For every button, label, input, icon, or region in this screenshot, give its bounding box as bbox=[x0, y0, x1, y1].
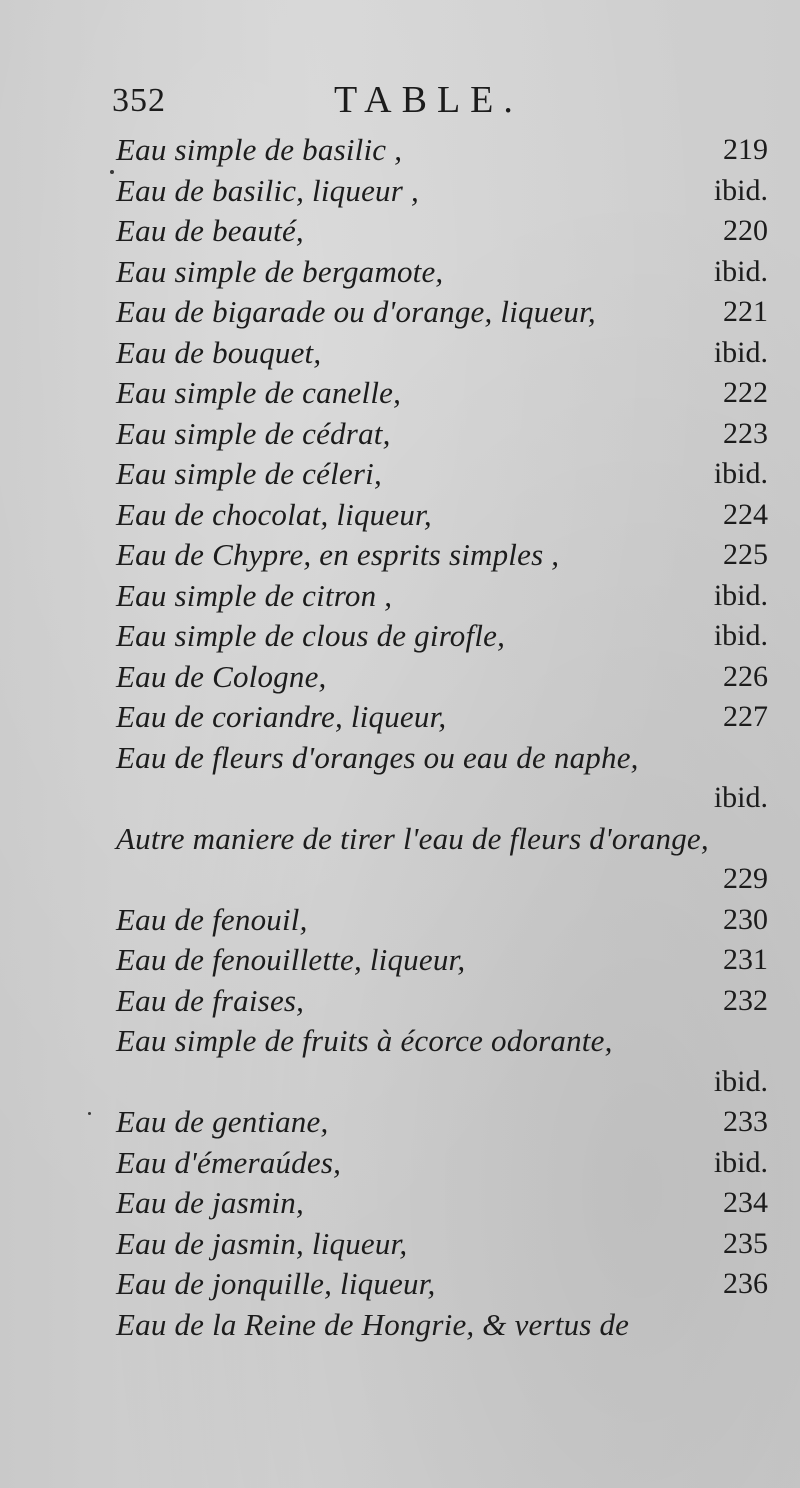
entry-title: Eau de basilic, liqueur , bbox=[116, 172, 419, 208]
entry-title: Eau simple de céleri, bbox=[116, 456, 382, 491]
index-entry bbox=[116, 454, 768, 495]
entry-title: Eau de bouquet, bbox=[116, 334, 322, 370]
entry-page-ref: 222 bbox=[723, 376, 768, 409]
entry-page-ref: ibid. bbox=[713, 1145, 768, 1179]
entry-title: Autre maniere de tirer l'eau de fleurs d'orange, bbox=[116, 820, 709, 856]
entry-page-ref: 229 bbox=[723, 862, 768, 895]
index-entry bbox=[116, 211, 768, 252]
index-entry bbox=[116, 1102, 768, 1143]
index-entry bbox=[116, 1021, 768, 1062]
entry-title: Eau de la Reine de Hongrie, & vertus de bbox=[116, 1306, 630, 1342]
entry-title: Eau de fleurs d'oranges ou eau de naphe, bbox=[116, 739, 639, 775]
entry-page-ref: 225 bbox=[723, 538, 768, 571]
index-entry bbox=[116, 292, 768, 333]
entry-page-ref: 221 bbox=[723, 295, 768, 328]
page-header bbox=[112, 78, 772, 128]
entry-page-ref: ibid. bbox=[713, 619, 768, 652]
index-entry-continuation bbox=[116, 859, 768, 900]
page-number: 352 bbox=[112, 82, 166, 119]
index-entry bbox=[116, 333, 768, 374]
index-entry bbox=[116, 900, 768, 941]
entry-title: Eau simple de citron , bbox=[116, 577, 393, 613]
index-entry-continuation bbox=[116, 1062, 768, 1103]
index-entry bbox=[116, 1224, 768, 1265]
index-entry bbox=[116, 981, 768, 1022]
index-entry bbox=[116, 657, 768, 698]
entry-page-ref: ibid. bbox=[713, 335, 768, 369]
index-entry bbox=[116, 616, 768, 657]
entry-page-ref: 227 bbox=[723, 700, 768, 733]
index-entry bbox=[116, 252, 768, 293]
index-entry bbox=[116, 819, 768, 860]
entry-title: Eau d'émeraúdes, bbox=[116, 1144, 342, 1180]
index-entry bbox=[116, 1264, 768, 1305]
index-entry bbox=[116, 414, 768, 455]
entry-title: Eau de gentiane, bbox=[116, 1104, 329, 1139]
entry-page-ref: ibid. bbox=[713, 1064, 768, 1098]
entry-title: Eau de jonquille, liqueur, bbox=[116, 1266, 436, 1301]
entry-title: Eau de fenouillette, liqueur, bbox=[116, 942, 466, 977]
entry-title: Eau simple de clous de girofle, bbox=[116, 618, 506, 653]
index-entry bbox=[116, 738, 768, 779]
index-entry bbox=[116, 940, 768, 981]
entry-page-ref: 231 bbox=[723, 943, 768, 976]
entry-title: Eau de beauté, bbox=[116, 213, 304, 248]
entry-page-ref: ibid. bbox=[713, 173, 768, 207]
entry-title: Eau de chocolat, liqueur, bbox=[116, 496, 432, 532]
entry-title: Eau de fenouil, bbox=[116, 901, 308, 937]
entry-page-ref: ibid. bbox=[713, 254, 768, 288]
entry-page-ref: 230 bbox=[723, 902, 768, 936]
index-entry bbox=[116, 1305, 768, 1346]
entry-page-ref: 235 bbox=[723, 1226, 768, 1260]
entry-page-ref: 233 bbox=[723, 1105, 768, 1138]
entry-title: Eau de Cologne, bbox=[116, 658, 327, 694]
ink-speck bbox=[110, 170, 114, 174]
entry-title: Eau de Chypre, en esprits simples , bbox=[116, 537, 560, 572]
entry-page-ref: 234 bbox=[723, 1186, 768, 1219]
index-entry bbox=[116, 171, 768, 212]
entry-title: Eau simple de cédrat, bbox=[116, 415, 391, 451]
index-entries bbox=[116, 130, 768, 1345]
entry-title: Eau de jasmin, liqueur, bbox=[116, 1225, 408, 1261]
entry-title: Eau simple de bergamote, bbox=[116, 253, 444, 289]
index-entry bbox=[116, 576, 768, 617]
entry-page-ref: 219 bbox=[723, 133, 768, 166]
entry-title: Eau simple de fruits à écorce odorante, bbox=[116, 1023, 613, 1058]
index-entry bbox=[116, 535, 768, 576]
entry-page-ref: 224 bbox=[723, 497, 768, 531]
entry-title: Eau simple de canelle, bbox=[116, 375, 402, 410]
entry-page-ref: ibid. bbox=[713, 578, 768, 612]
entry-page-ref: 236 bbox=[723, 1267, 768, 1300]
entry-title: Eau simple de basilic , bbox=[116, 132, 403, 167]
entry-page-ref: ibid. bbox=[713, 781, 768, 814]
entry-title: Eau de fraises, bbox=[116, 982, 305, 1018]
index-entry bbox=[116, 697, 768, 738]
ink-speck bbox=[88, 1112, 91, 1115]
entry-page-ref: ibid. bbox=[713, 457, 768, 490]
entry-title: Eau de jasmin, bbox=[116, 1185, 304, 1220]
entry-page-ref: 226 bbox=[723, 659, 768, 693]
index-entry bbox=[116, 130, 768, 171]
index-entry bbox=[116, 1183, 768, 1224]
entry-title: Eau de bigarade ou d'orange, liqueur, bbox=[116, 294, 596, 329]
entry-page-ref: 223 bbox=[723, 416, 768, 450]
entry-page-ref: 232 bbox=[723, 983, 768, 1017]
index-entry-continuation bbox=[116, 778, 768, 819]
index-entry bbox=[116, 373, 768, 414]
index-entry bbox=[116, 495, 768, 536]
entry-title: Eau de coriandre, liqueur, bbox=[116, 699, 447, 734]
entry-page-ref: 220 bbox=[723, 214, 768, 247]
running-title: TABLE. bbox=[334, 79, 523, 121]
index-entry bbox=[116, 1143, 768, 1184]
